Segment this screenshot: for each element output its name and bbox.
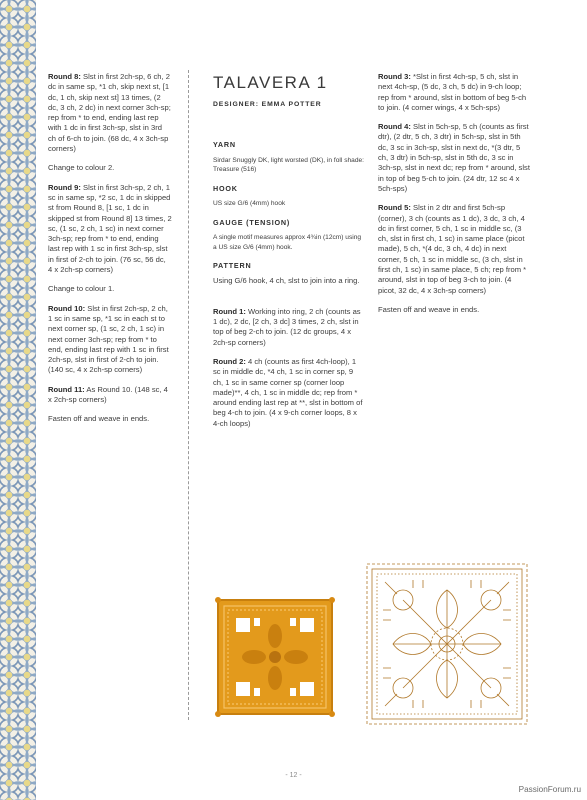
yarn-heading: YARN <box>213 140 236 150</box>
round1-label: Round 1: <box>213 306 246 316</box>
pattern-text: Using G/6 hook, 4 ch, slst to join into a ring. <box>213 276 360 286</box>
round9-paragraph <box>48 183 172 276</box>
right-column <box>378 72 530 324</box>
crochet-stitch-diagram <box>363 560 531 728</box>
fasten-off-left: Fasten off and weave in ends. <box>48 414 150 424</box>
hook-text: US size G/6 (4mm) hook <box>213 200 286 208</box>
round10-paragraph <box>48 304 172 376</box>
yarn-shade: Treasure (516) <box>213 166 257 174</box>
round1-text: Working into ring, 2 ch (counts as 1 dc), 2 dc, [2 ch, 3 dc] 3 times, 2 ch, slst in top of beg 2-ch to join. (12 dc groups, 4 x 2ch-sp corners) <box>213 306 361 347</box>
round8-label: Round 8: <box>48 72 81 81</box>
yarn-section <box>213 156 365 175</box>
round11-text: As Round 10. (148 sc, 4 x 2ch-sp corners) <box>48 384 168 405</box>
round2-label: Round 2: <box>213 356 246 366</box>
round1-paragraph <box>213 307 365 348</box>
fasten-off-right: Fasten off and weave in ends. <box>378 304 480 314</box>
left-column <box>48 72 172 434</box>
colour-change-1: Change to colour 2. <box>48 163 115 173</box>
round9-label: Round 9: <box>48 182 81 192</box>
column-divider <box>188 70 189 720</box>
round8-text: Slst in first 2ch-sp, 6 ch, 2 dc in same sp, *1 ch, skip next st, [1 dc, 1 ch, skip next st] 13 times, (2 dc, 3 ch, 2 dc) in next corner 3ch-sp; rep from * to end, ending last rep with 1 dc in first 3ch-sp, slst in 3rd ch of 6-ch to join. (68 dc, 4 x 3ch-sp corners) <box>48 72 171 154</box>
round3-text: *Slst in first 4ch-sp, 5 ch, slst in next 4ch-sp, (5 dc, 3 ch, 5 dc) in 9-ch loop; rep from * around, slst in bottom of beg 5-ch to join. (4 corner wings, 4 x 5ch-sps) <box>378 72 527 112</box>
round5-label: Round 5: <box>378 203 411 213</box>
decorative-tile-border <box>0 0 36 800</box>
round2-text: 4 ch (counts as first 4ch-loop), 1 sc in middle dc, *4 ch, 1 sc in corner sp, 9 ch, 1 sc in same corner sp (corner loop made)**, 4 ch, 1 sc in middle dc; rep from * around ending last rep at **, slst in bottom of beg 4-ch to join. (4 x 9-ch corner loops, 8 x 4-ch loops) <box>213 356 363 428</box>
round3-paragraph <box>378 72 530 113</box>
round4-paragraph <box>378 122 530 194</box>
designer-credit: DESIGNER: EMMA POTTER <box>213 101 322 108</box>
round5-text: Slst in 2 dtr and first 5ch-sp (corner), 3 ch (counts as 1 dc), 3 dc, 3 ch, 4 dc in first corner, 5 ch, 1 sc in middle sc, (3 ch, slst in first ch, 1 sc) in same place (picot made), 5 ch, *(4 dc, 3 ch, 4 dc) in next corner, 5 ch, 1 sc in middle sc, (3 ch, slst in first ch, 1 sc) in same place, 5 ch; rep from * around, slst in top of beg 3-ch to join. (4 picot, 32 dc, 4 x 3ch-sp corners) <box>378 203 527 295</box>
round8-paragraph <box>48 72 172 154</box>
round11-paragraph <box>48 385 172 406</box>
round11-label: Round 11: <box>48 384 85 394</box>
gauge-heading: GAUGE (TENSION) <box>213 217 291 227</box>
site-watermark: PassionForum.ru <box>518 785 581 794</box>
middle-column <box>213 74 365 438</box>
round4-text: Slst in 5ch-sp, 5 ch (counts as first dtr), (2 dtr, 5 ch, 3 dtr) in 5ch-sp, slst in 5th dc, 3 sc in 3ch-sp, slst in next dc, *(3 dtr, 5 ch, 3 dtr) in 5ch-sp, slst in 5th dc, 3 sc in 3ch-sp, slst in next dc; rep from * around, slst in top of beg 5-ch to join. (24 dtr, 12 sc 4 x 5ch-sps) <box>378 122 530 193</box>
round10-text: Slst in first 2ch-sp, 2 ch, 1 sc in same sp, *1 sc in each st to next corner sp, (1 sc, 2 ch, 1 sc) in next corner 3ch-sp; rep from * to end, ending last rep with 1 sc in first 2ch-sp, slst in first of 2-ch to join. (140 sc, 4 x 2ch-sp corners) <box>48 303 169 375</box>
round10-label: Round 10: <box>48 303 86 313</box>
crochet-square-photo <box>214 596 336 718</box>
colour-change-2: Change to colour 1. <box>48 284 115 294</box>
round2-paragraph <box>213 357 365 429</box>
round4-label: Round 4: <box>378 122 411 132</box>
pattern-title: TALAVERA 1 <box>213 73 328 92</box>
round9-text: Slst in first 3ch-sp, 2 ch, 1 sc in same sp, *2 sc, 1 dc in skipped st from Round 8, [1 sc, 1 dc in skipped st from Round 8] 13 times, 2 sc, (1 sc, 2 ch, 1 sc) in next corner 3ch-sp; rep from * to end, ending last rep with 1 sc in first 3ch-sp, slst in first of 2-ch to join. (76 sc, 56 dc, 4 x 2ch-sp corners) <box>48 182 172 275</box>
gauge-text: A single motif measures approx 4¾in (12cm) using a US size G/6 (4mm) hook. <box>213 233 362 251</box>
yarn-text: Sirdar Snuggly DK, light worsted (DK), in foll shade: <box>213 156 364 164</box>
page-number: - 12 - <box>285 772 302 779</box>
round3-label: Round 3: <box>378 72 411 81</box>
round5-paragraph <box>378 203 530 296</box>
pattern-heading: PATTERN <box>213 261 252 271</box>
hook-heading: HOOK <box>213 183 238 193</box>
